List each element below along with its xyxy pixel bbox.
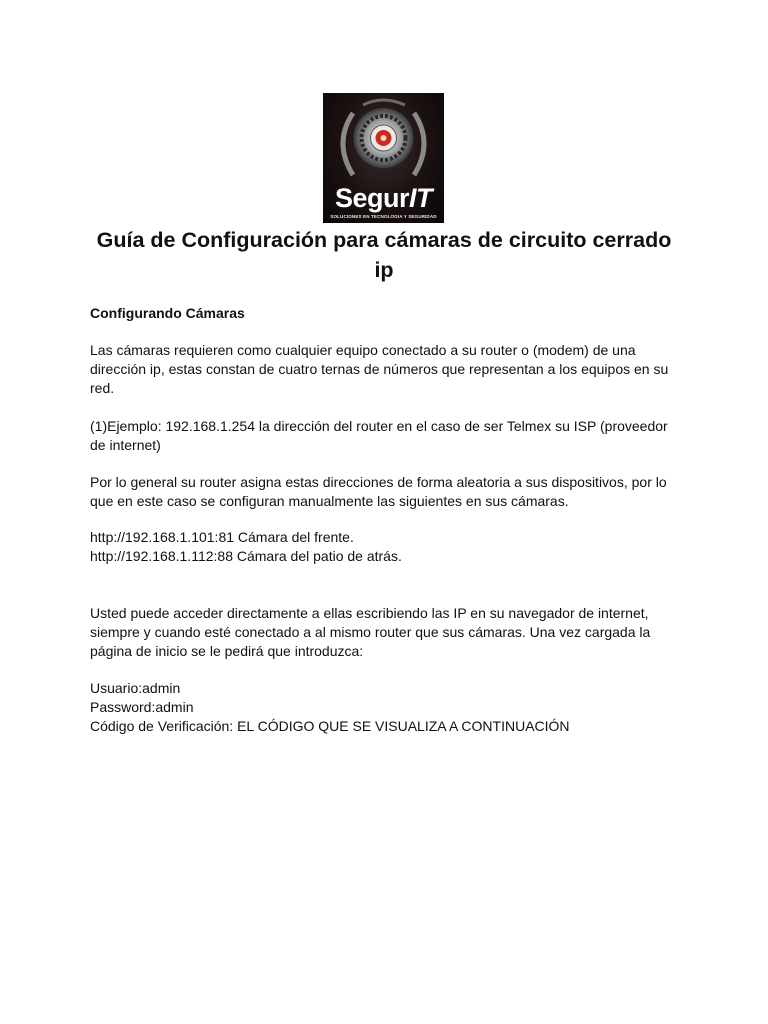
logo-brand-part2: IT [409,183,433,213]
section-heading: Configurando Cámaras [90,305,245,321]
credentials-list [90,679,680,736]
camera-url-list [90,528,680,566]
camera-url-front: http://192.168.1.101:81 Cámara del frente. [90,529,354,545]
credential-password: Password:admin [90,699,194,715]
paragraph-router-assign: Por lo general su router asigna estas direcciones de forma aleatoria a sus dispositivos, por lo que en este caso se configuran manualmente las siguientes en sus cámaras. [90,474,667,509]
paragraph-example: (1)Ejemplo: 192.168.1.254 la dirección del router en el caso de ser Telmex su ISP (proveedor de internet) [90,418,668,453]
paragraph-intro: Las cámaras requieren como cualquier equipo conectado a su router o (modem) de una dirección ip, estas constan de cuatro ternas de números que representan a los equipos en su red. [90,342,669,396]
document-title: Guía de Configuración para cámaras de circuito cerrado ip [96,228,672,282]
logo-brand-text [323,183,444,213]
camera-url-back: http://192.168.1.112:88 Cámara del patio de atrás. [90,548,402,564]
credential-user: Usuario:admin [90,680,181,696]
segurit-logo [323,93,444,223]
paragraph-access: Usted puede acceder directamente a ellas escribiendo las IP en su navegador de internet, siempre y cuando esté conectado a al mismo router que sus cámaras. Una vez cargada la página de inicio se le pedirá que introduzca: [90,605,651,659]
logo-brand-part1: Segur [334,183,410,213]
logo-tagline: SOLUCIONES EN TECNOLOGIA Y SEGURIDAD [330,214,437,219]
credential-verification-code: Código de Verificación: EL CÓDIGO QUE SE VISUALIZA A CONTINUACIÓN [90,718,570,734]
